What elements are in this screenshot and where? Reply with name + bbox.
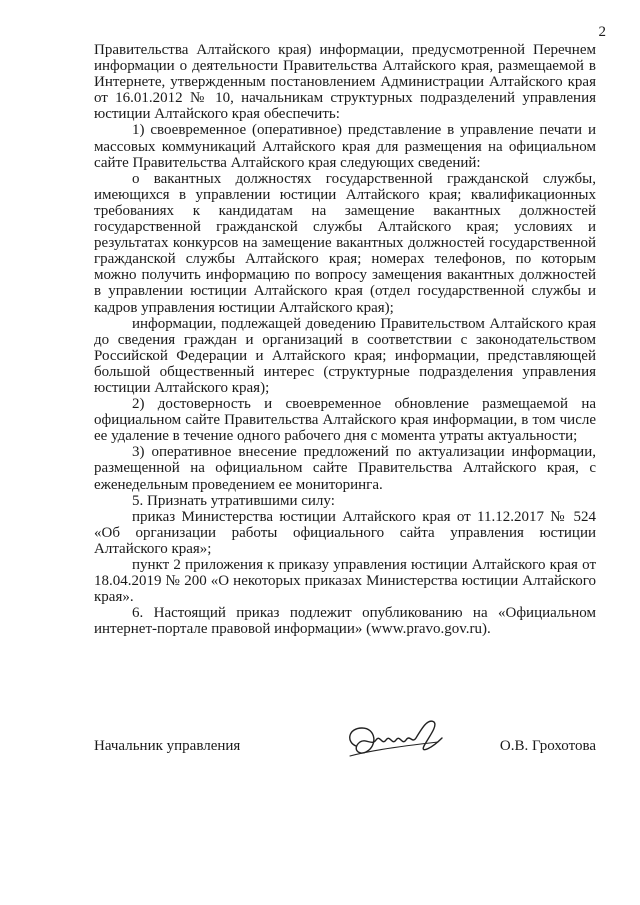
signature-block	[94, 738, 596, 768]
paragraph-point-5: 5. Признать утратившими силу:	[132, 492, 335, 509]
paragraph-item-3: 3) оперативное внесение предложений по актуализации информации, размещенной на официальном сайте Правительства Алтайского края, с еженедельным проведением ее мониторинга.	[94, 444, 596, 493]
paragraph-public-info: информации, подлежащей доведению Правительством Алтайского края до сведения граждан и организаций в соответствии с законодательством Российской Федерации и Алтайского края; информации, представляющей большой общественный интерес (структурные подразделения управления юстиции Алтайского края);	[94, 315, 596, 396]
paragraph-continuation: Правительства Алтайского края) информации, предусмотренной Перечнем информации о деятельности Правительства Алтайского края, размещаемой в Интернете, утвержденным постановлением Администрации Алтайского края от 16.01.2012 № 10, начальникам структурных подразделений управления юстиции Алтайского края обеспечить:	[94, 42, 596, 123]
paragraph-item-1: 1) своевременное (оперативное) представление в управление печати и массовых коммуникаций Алтайского края для размещения на официальном сайте Правительства Алтайского края следующих сведений:	[94, 122, 596, 171]
handwritten-signature	[342, 716, 452, 764]
paragraph-vacancies: о вакантных должностях государственной гражданской службы, имеющихся в управлении юстиции Алтайского края; квалификационных требованиях к кандидатам на замещение вакантных должностей государственной гражданской службы Алтайского края; условиях и результатах конкурсов на замещение вакантных должностей государственной гражданской службы Алтайского края; номерах телефонов, по которым можно получить информацию по вопросу замещения вакантных должностей в управлении юстиции Алтайского края (отдел государственной службы и кадров управления юстиции Алтайского края);	[94, 170, 596, 316]
paragraph-point-6: 6. Настоящий приказ подлежит опубликованию на «Официальном интернет-портале правовой информации» (www.pravo.gov.ru).	[94, 605, 596, 638]
signer-name: О.В. Грохотова	[499, 738, 596, 754]
signer-title: Начальник управления	[94, 738, 241, 754]
paragraph-repealed-order-200: пункт 2 приложения к приказу управления юстиции Алтайского края от 18.04.2019 № 200 «О некоторых приказах Министерства юстиции Алтайского края».	[94, 557, 596, 606]
paragraph-repealed-order-524: приказ Министерства юстиции Алтайского края от 11.12.2017 № 524 «Об организации работы официального сайта управления юстиции Алтайского края»;	[94, 508, 596, 557]
document-body	[94, 42, 596, 637]
paragraph-item-2: 2) достоверность и своевременное обновление размещаемой на официальном сайте Правительства Алтайского края информации, в том числе ее удаление в течение одного рабочего дня с момента утраты актуальности;	[94, 396, 596, 445]
page-number: 2	[598, 24, 606, 40]
